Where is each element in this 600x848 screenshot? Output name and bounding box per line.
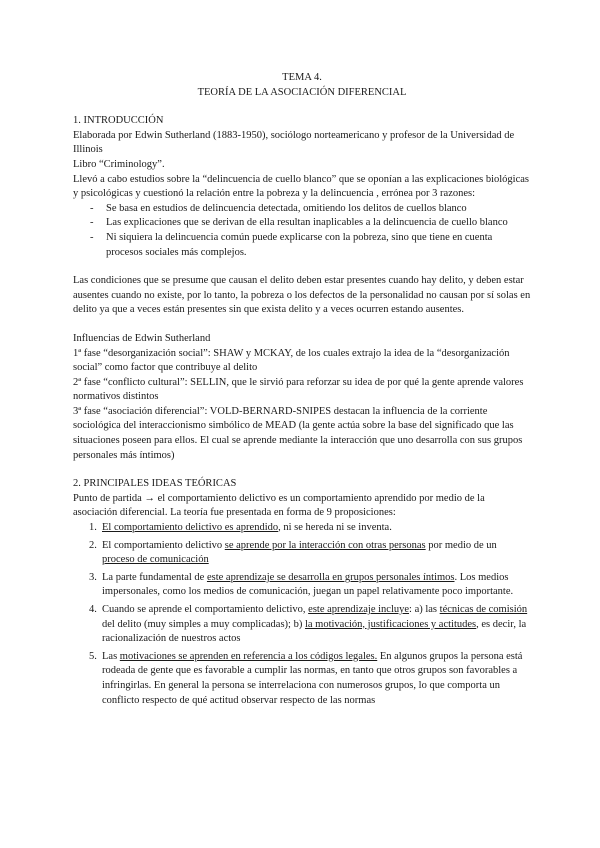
- conditions-paragraph: Las condiciones que se presume que causan el delito deben estar presentes cuando hay delito, y deben estar ausentes cuando no existe, por lo tanto, la pobreza o los defectos de la personalidad no causan por sí solas en delito ya que a veces están presentes sin que exista delito y a veces ocurren estando ausentes.: [73, 275, 531, 316]
- item-text: La parte fundamental de: [102, 571, 207, 583]
- list-item: [73, 603, 531, 647]
- list-item: [73, 650, 531, 708]
- list-item: - Las explicaciones que se derivan de ella resultan inaplicables a la delincuencia de cuello blanco: [73, 216, 531, 231]
- item-number: 4.: [89, 604, 97, 615]
- item-text: por medio de un: [425, 539, 497, 551]
- intro-book-paragraph: Libro “Criminology”.: [73, 158, 165, 170]
- item-number: 2.: [89, 539, 97, 551]
- item-text: El comportamiento delictivo: [102, 539, 225, 551]
- list-item: - Se basa en estudios de delincuencia detectada, omitiendo los delitos de cuellos blanco: [73, 202, 531, 217]
- intro-heading: 1. INTRODUCCIÓN: [73, 115, 164, 127]
- item-text: Cuando se aprende el comportamiento delictivo,: [102, 604, 309, 615]
- influence-phase-1: 1ª fase “desorganización social”: SHAW y MCKAY, de los cuales extrajo la idea de la “desorganización social” como factor que contribuye al delito: [73, 347, 510, 374]
- underlined-text: este aprendizaje incluye: [308, 604, 410, 615]
- underlined-text: motivaciones se aprenden en referencia a los códigos legales.: [119, 650, 378, 662]
- ideas-intro-paragraph: Punto de partida → el comportamiento delictivo es un comportamiento aprendido por medio de la asociación diferencial. La teoría fue presentada en forma de 9 proposiciones:: [73, 492, 485, 519]
- item-text: , es decir, la racionalización de nuestros actos: [102, 618, 527, 645]
- intro-studies-paragraph: Llevó a cabo estudios sobre la “delincuencia de cuello blanco” que se oponían a las explicaciones biológicas y psicológicas y cuestionó la relación entre la pobreza y la delincuencia , errónea por 3 razones:: [73, 173, 529, 200]
- intro-author-paragraph: Elaborada por Edwin Sutherland (1883-1950), sociólogo norteamericano y profesor de la Universidad de Illinois: [73, 129, 515, 156]
- item-number: 1.: [89, 522, 97, 534]
- propositions-list: [73, 521, 531, 708]
- list-item: - Ni siquiera la delincuencia común puede explicarse con la pobreza, sino que tiene en cuenta procesos sociales más complejos.: [73, 231, 531, 260]
- item-text: : a) las: [409, 604, 440, 615]
- item-text: . Los medios impersonales, como los medios de comunicación, juegan un papel relativamente poco importante.: [102, 571, 514, 598]
- item-text: , ni se hereda ni se inventa.: [278, 522, 392, 534]
- document-body: [73, 71, 531, 711]
- influence-phase-2: 2ª fase “conflicto cultural”: SELLIN, que le sirvió para reforzar su idea de por qué la gente aprende valores normativos distintos: [73, 376, 524, 403]
- item-number: 5.: [89, 650, 97, 662]
- underlined-text: El comportamiento delictivo es aprendido: [102, 522, 279, 534]
- item-text: del delito (muy simples a muy complicadas); b): [102, 618, 305, 630]
- influence-phase-3: 3ª fase “asociación diferencial”: VOLD-BERNARD-SNIPES destacan la influencia de la corriente sociológica del interaccionismo simbólico de MEAD (la gente actúa sobre la base del significado que las situaciones poseen para ellos. El cual se aprende mediante la interacción que uno desarrolla con sus grupos personales más íntimos): [73, 405, 523, 461]
- document-title: TEORÍA DE LA ASOCIACIÓN DIFERENCIAL: [197, 86, 407, 98]
- underlined-text: este aprendizaje se desarrolla en grupos personales íntimos: [206, 571, 455, 583]
- influences-heading: Influencias de Edwin Sutherland: [73, 332, 211, 344]
- item-text: En algunos grupos la persona está rodeada de gente que es favorable a cumplir las normas, en tanto que otros grupos son favorables a infringirlas. En general la persona se interrelaciona con numerosos grupos, lo que comporta un conflicto respecto de qué actitud observar respecto de las normas: [102, 650, 523, 706]
- list-item: [73, 571, 531, 600]
- reasons-list: [73, 202, 531, 260]
- underlined-text: técnicas de comisión: [439, 604, 528, 615]
- underlined-text: proceso de comunicación: [102, 554, 209, 566]
- list-item: [73, 539, 531, 568]
- underlined-text: se aprende por la interacción con otras personas: [224, 539, 426, 551]
- item-number: 3.: [89, 571, 97, 583]
- underlined-text: la motivación, justificaciones y actitudes: [304, 618, 477, 630]
- list-item: [73, 521, 531, 536]
- item-text: Las: [102, 650, 120, 662]
- document-number: TEMA 4.: [282, 72, 322, 83]
- ideas-heading: 2. PRINCIPALES IDEAS TEÓRICAS: [73, 478, 237, 490]
